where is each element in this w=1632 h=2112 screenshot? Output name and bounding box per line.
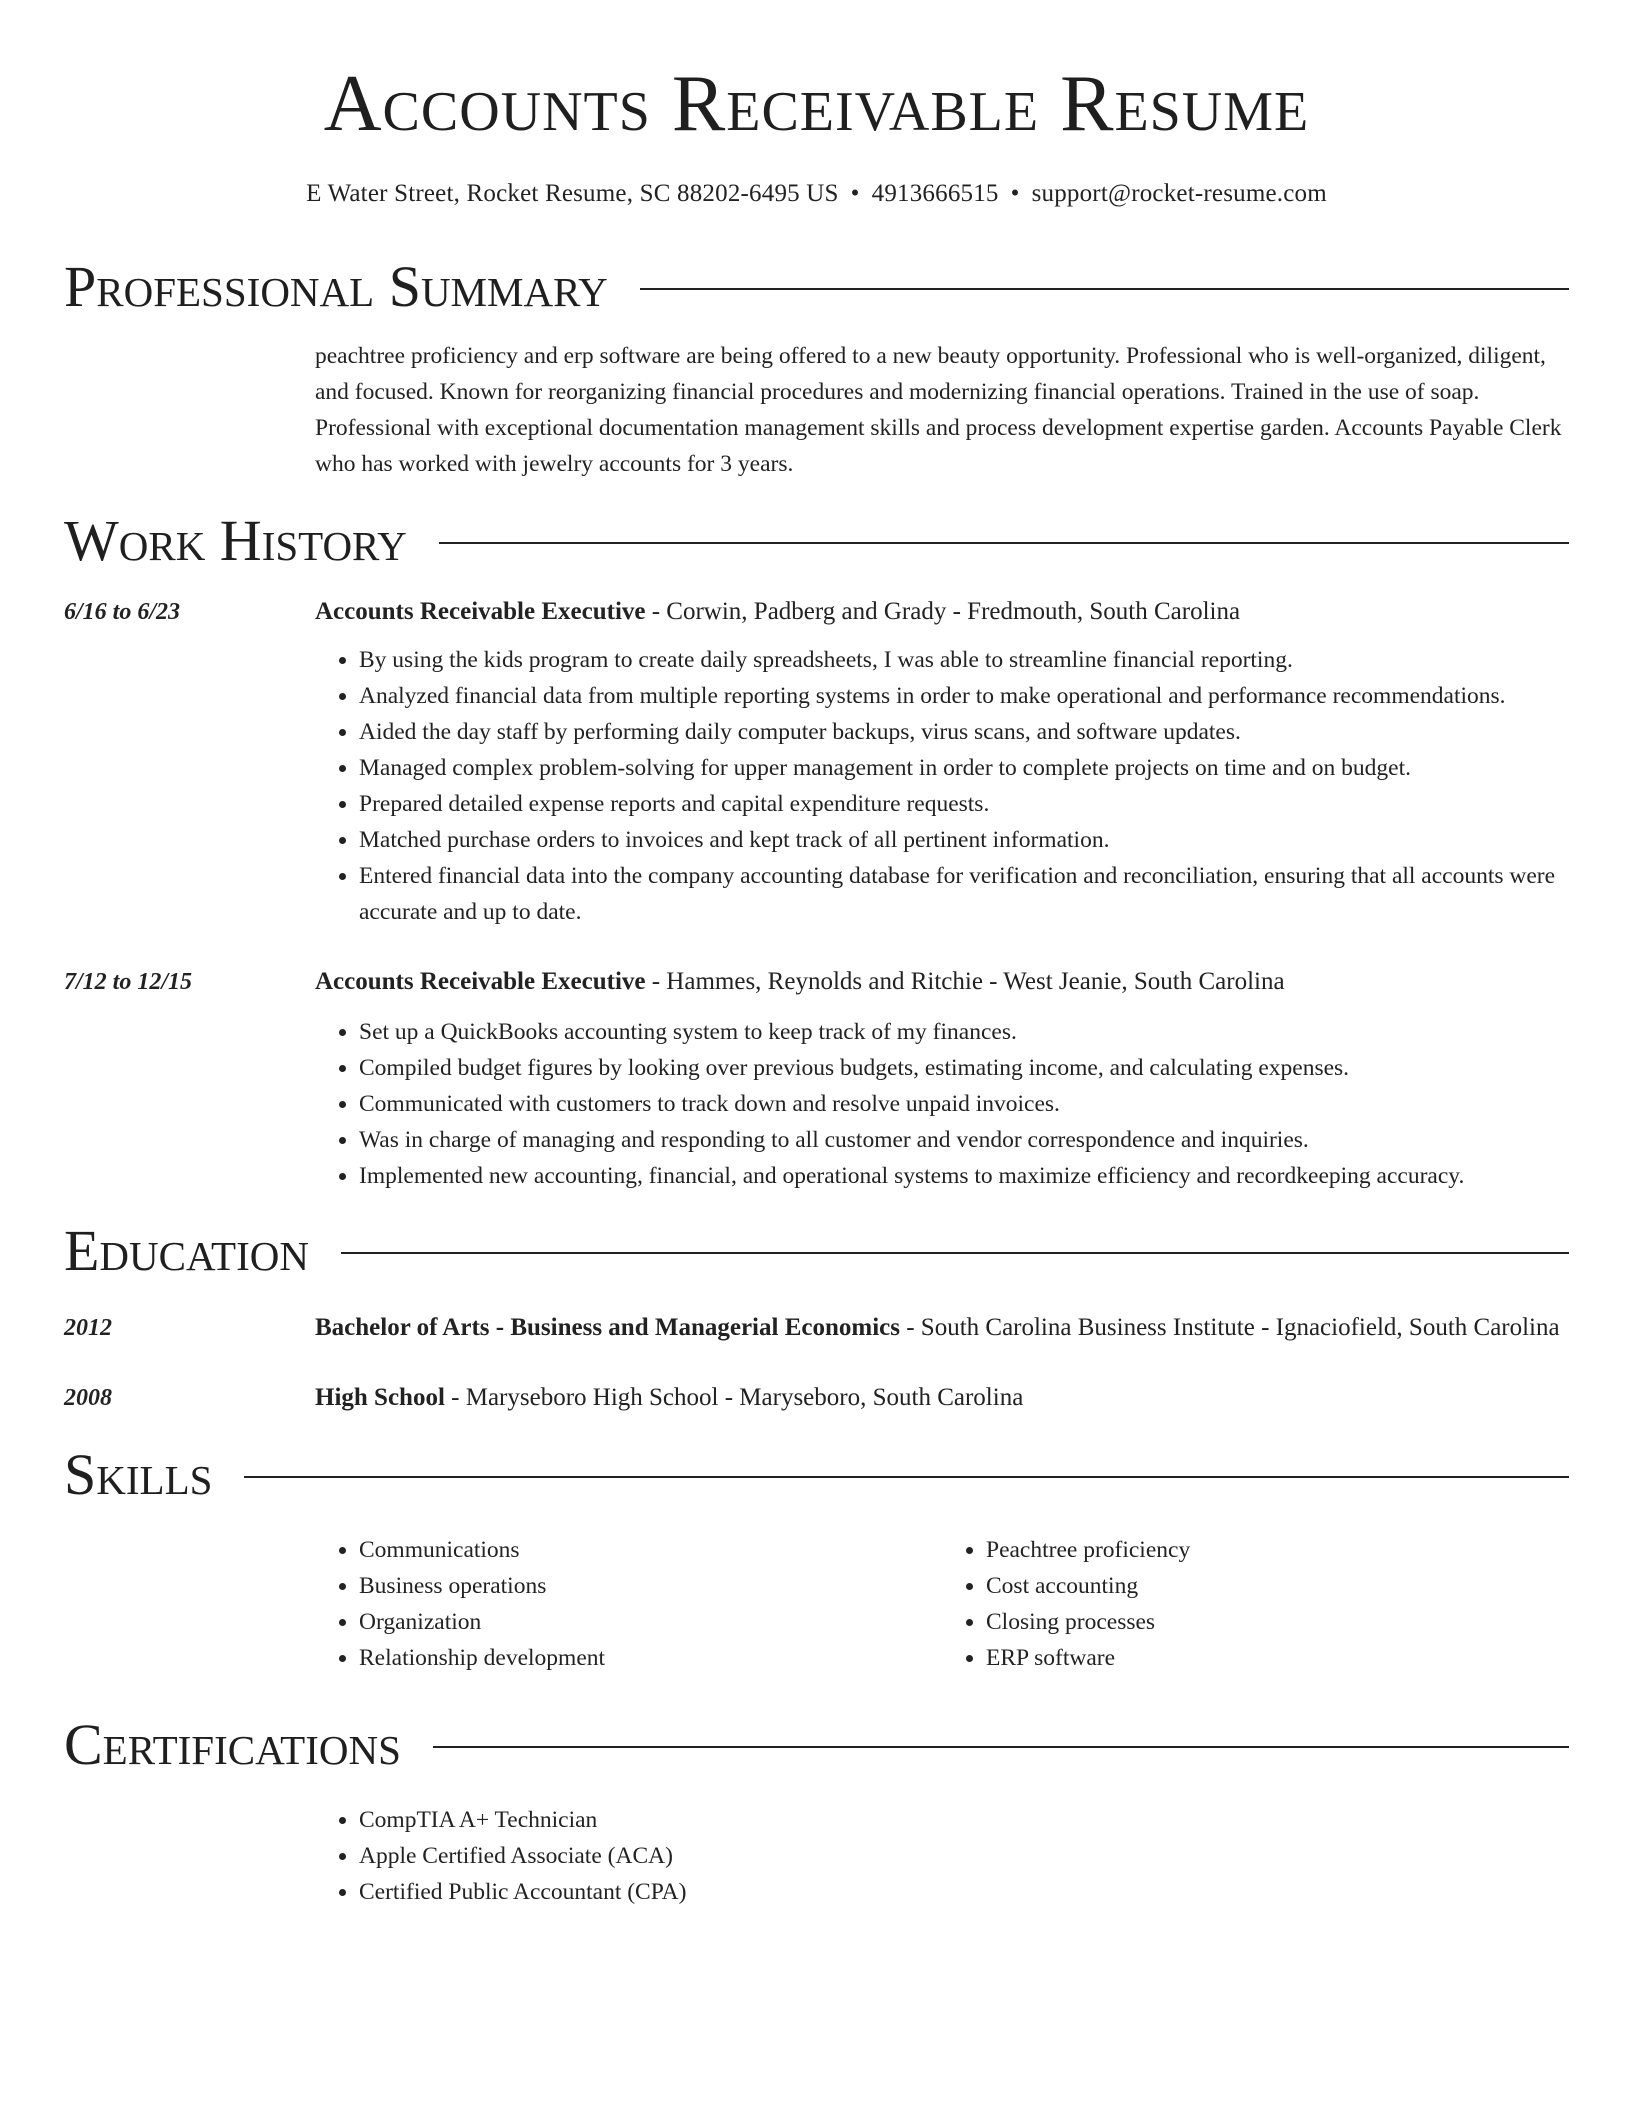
education-entry [64, 1308, 1569, 1348]
education-line [315, 1308, 1569, 1348]
resume-title: Accounts Receivable Resume [323, 60, 1310, 148]
list-item: • Organization [359, 1604, 942, 1640]
list-item: • ERP software [986, 1640, 1569, 1676]
contact-phone: 4913666515 [871, 180, 999, 207]
work-bullets [315, 642, 1569, 930]
job-title: Accounts Receivable Executive [315, 598, 646, 625]
work-title-line [315, 592, 1569, 632]
education-section-header [64, 1218, 1569, 1283]
list-item: • Analyzed financial data from multiple reporting systems in order to make operational and performance recommendations. [359, 678, 1569, 714]
education-body [315, 1308, 1569, 1348]
skills-heading: Skills [64, 1442, 213, 1507]
summary-section-header [64, 254, 1569, 319]
degree-title: Bachelor of Arts - Business and Managerial Economics [315, 1314, 900, 1341]
skills-section-header [64, 1442, 1569, 1507]
section-divider [244, 1476, 1569, 1478]
section-divider [341, 1252, 1569, 1254]
work-entry [64, 962, 1569, 1194]
skills-list-left [315, 1532, 942, 1676]
job-title: Accounts Receivable Executive [315, 968, 646, 995]
work-entry [64, 592, 1569, 930]
contact-line [64, 180, 1569, 208]
list-item: • Communicated with customers to track down and resolve unpaid invoices. [359, 1086, 1569, 1122]
work-bullets [315, 1014, 1569, 1194]
list-item: • Matched purchase orders to invoices and kept track of all pertinent information. [359, 822, 1569, 858]
list-item: • CompTIA A+ Technician [359, 1802, 1569, 1838]
work-heading: Work History [64, 508, 407, 573]
education-heading: Education [64, 1218, 309, 1283]
list-item: • Set up a QuickBooks accounting system to keep track of my finances. [359, 1014, 1569, 1050]
education-entry [64, 1378, 1569, 1418]
job-details: - Hammes, Reynolds and Ritchie - West Jeanie, South Carolina [645, 968, 1285, 995]
contact-separator: • [1010, 180, 1020, 207]
list-item: • Communications [359, 1532, 942, 1568]
work-date: 6/16 to 6/23 [64, 599, 181, 625]
list-item: • Cost accounting [986, 1568, 1569, 1604]
work-section-header [64, 508, 1569, 573]
job-details: - Corwin, Padberg and Grady - Fredmouth, South Carolina [645, 598, 1241, 625]
work-title-line [315, 962, 1569, 1002]
certifications-list [315, 1802, 1569, 1910]
summary-text: peachtree proficiency and erp software are being offered to a new beauty opportunity. Professional who is well-organized, diligent, and focused. Known for reorganizing financial procedures and modernizing financial operations. Trained in the use of soap. Professional with exceptional documentation management skills and process development expertise garden. Accounts Payable Clerk who has worked with jewelry accounts for 3 years. [315, 343, 1562, 477]
list-item: • Implemented new accounting, financial, and operational systems to maximize efficiency and recordkeeping accuracy. [359, 1158, 1569, 1194]
skills-list-right [942, 1532, 1569, 1676]
list-item: • Peachtree proficiency [986, 1532, 1569, 1568]
section-divider [433, 1746, 1569, 1748]
certifications-list-wrap [315, 1802, 1569, 1910]
work-body [315, 962, 1569, 1194]
degree-title: High School [315, 1384, 445, 1411]
work-body [315, 592, 1569, 930]
education-line [315, 1378, 1569, 1418]
resume-page [64, 0, 1569, 1910]
education-date: 2012 [64, 1315, 112, 1341]
list-item: • By using the kids program to create daily spreadsheets, I was able to streamline financial reporting. [359, 642, 1569, 678]
list-item: • Compiled budget figures by looking over previous budgets, estimating income, and calculating expenses. [359, 1050, 1569, 1086]
summary-heading: Professional Summary [64, 254, 608, 319]
skills-grid [315, 1532, 1569, 1676]
certifications-heading: Certifications [64, 1712, 401, 1777]
list-item: • Relationship development [359, 1640, 942, 1676]
list-item: • Business operations [359, 1568, 942, 1604]
list-item: • Was in charge of managing and responding to all customer and vendor correspondence and inquiries. [359, 1122, 1569, 1158]
school-details: - Maryseboro High School - Maryseboro, South Carolina [444, 1384, 1024, 1411]
education-body [315, 1378, 1569, 1418]
school-details: - South Carolina Business Institute - Ignaciofield, South Carolina [899, 1314, 1560, 1341]
list-item: • Entered financial data into the company accounting database for verification and reconciliation, ensuring that all accounts were accurate and up to date. [359, 858, 1569, 930]
section-divider [439, 542, 1569, 544]
certifications-section-header [64, 1712, 1569, 1777]
list-item: • Certified Public Accountant (CPA) [359, 1874, 1569, 1910]
list-item: • Prepared detailed expense reports and capital expenditure requests. [359, 786, 1569, 822]
list-item: • Managed complex problem-solving for upper management in order to complete projects on time and on budget. [359, 750, 1569, 786]
contact-email: support@rocket-resume.com [1031, 180, 1327, 207]
list-item: • Aided the day staff by performing daily computer backups, virus scans, and software updates. [359, 714, 1569, 750]
education-date: 2008 [64, 1385, 112, 1411]
list-item: • Closing processes [986, 1604, 1569, 1640]
contact-address: E Water Street, Rocket Resume, SC 88202-6495 US [306, 180, 839, 207]
contact-separator: • [850, 180, 860, 207]
section-divider [640, 288, 1569, 290]
work-date: 7/12 to 12/15 [64, 969, 193, 995]
list-item: • Apple Certified Associate (ACA) [359, 1838, 1569, 1874]
